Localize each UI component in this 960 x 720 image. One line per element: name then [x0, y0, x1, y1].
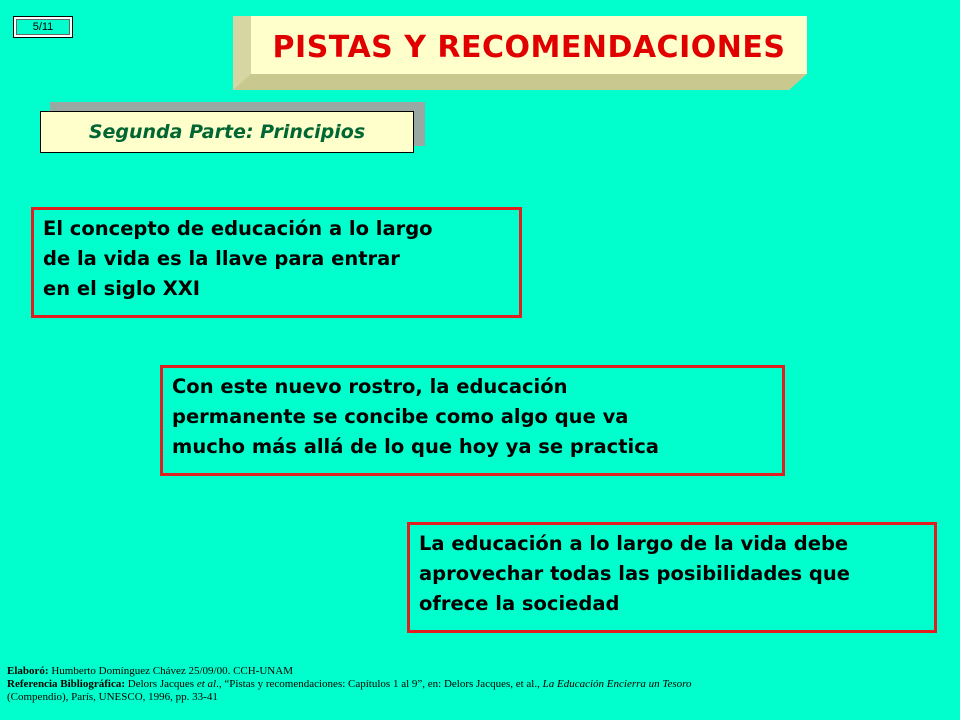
reference-line-2 — [7, 691, 947, 704]
principle-line: de la vida es la llave para entrar — [43, 247, 400, 270]
principle-line: ofrece la sociedad — [419, 592, 620, 615]
credits — [7, 665, 947, 704]
principle-line: El concepto de educación a lo largo — [43, 217, 433, 240]
reference-line — [7, 678, 947, 691]
reference-label: Referencia Bibliográfica: — [7, 678, 126, 690]
reference-text-2: ., “Pistas y recomendaciones: Capítulos 1 al 9”, en: Delors Jacques, et al., — [216, 678, 540, 690]
principle-line: en el siglo XXI — [43, 277, 201, 300]
reference-etal: et al — [196, 678, 217, 690]
principle-box-3 — [407, 522, 937, 633]
page-title: PISTAS Y RECOMENDACIONES — [272, 29, 786, 65]
reference-text-3: (Compendio), París, UNESCO, 1996, pp. 33-41 — [7, 691, 218, 703]
reference-book: La Educación Encierra un Tesoro — [542, 678, 692, 690]
principle-line: aprovechar todas las posibilidades que — [419, 562, 850, 585]
principle-line: Con este nuevo rostro, la educación — [172, 375, 568, 398]
principle-line: La educación a lo largo de la vida debe — [419, 532, 849, 555]
principle-line: permanente se concibe como algo que va — [172, 405, 629, 428]
principle-box-2 — [160, 365, 785, 476]
author-text: Humberto Domínguez Chávez 25/09/00. CCH-UNAM — [51, 665, 293, 677]
principle-line: mucho más allá de lo que hoy ya se practica — [172, 435, 659, 458]
slide-counter: 5/11 — [13, 16, 73, 38]
reference-text-1: Delors Jacques — [127, 678, 195, 690]
principle-box-1 — [31, 207, 522, 318]
title-banner — [233, 16, 807, 90]
author-line — [7, 665, 947, 678]
section-subtitle: Segunda Parte: Principios — [40, 111, 414, 153]
author-label: Elaboró: — [7, 665, 49, 677]
